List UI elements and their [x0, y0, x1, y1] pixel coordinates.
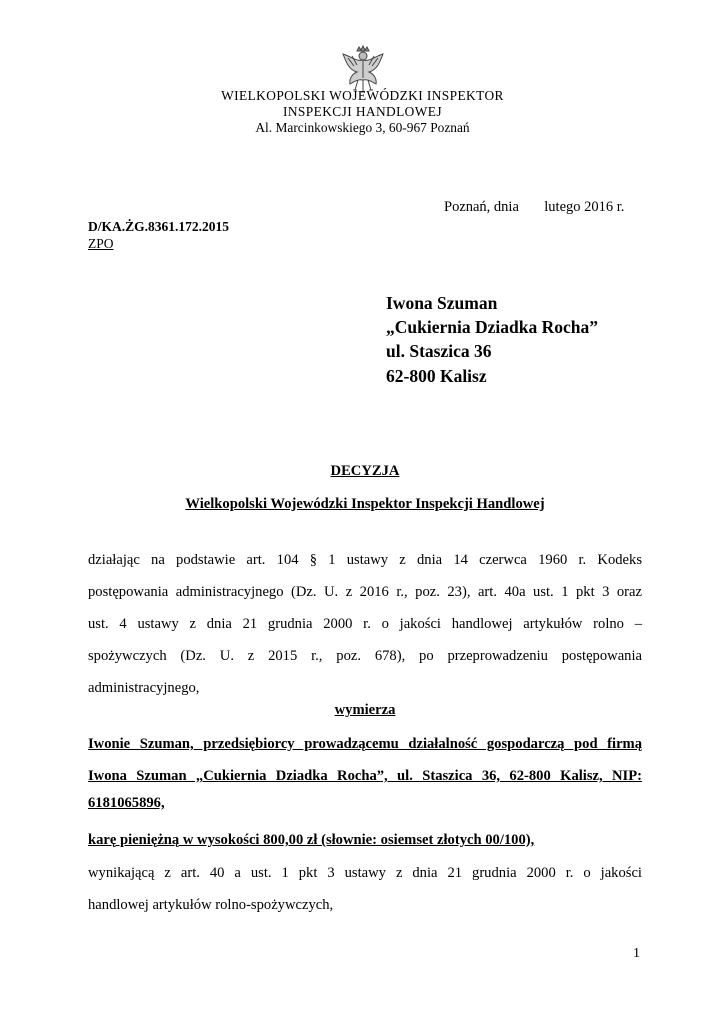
document-title: DECYZJA — [330, 463, 400, 479]
penalty-basis-line: wynikającą z art. 40 a ust. 1 pkt 3 ustawy z dnia 21 grudnia 2000 r. o jakości — [88, 865, 642, 881]
legal-basis-line: administracyjnego, — [88, 680, 200, 696]
party-line: Iwona Szuman „Cukiernia Dziadka Rocha”, ul. Staszica 36, 62-800 Kalisz, NIP: — [88, 768, 642, 784]
case-signature: D/KA.ŻG.8361.172.2015 — [88, 219, 230, 234]
addressee-city: 62-800 Kalisz — [386, 366, 487, 386]
department-code: ZPO — [88, 236, 114, 251]
addressee-business: „Cukiernia Dziadka Rocha” — [386, 317, 598, 337]
legal-basis-line: działając na podstawie art. 104 § 1 ustawy z dnia 14 czerwca 1960 r. Kodeks — [88, 552, 642, 568]
penalty-basis-paragraph — [88, 857, 642, 921]
party-paragraph — [88, 728, 642, 814]
legal-basis-line: postępowania administracyjnego (Dz. U. z 2016 r., poz. 23), art. 40a ust. 1 pkt 3 oraz — [88, 584, 642, 600]
page-number: 1 — [633, 946, 640, 961]
header-authority-line1: WIELKOPOLSKI WOJEWÓDZKI INSPEKTOR — [221, 88, 504, 103]
legal-basis-line: spożywczych (Dz. U. z 2015 r., poz. 678), po przeprowadzeniu postępowania — [88, 648, 642, 664]
header-authority-line2: INSPEKCJI HANDLOWEJ — [283, 104, 442, 119]
addressee-street: ul. Staszica 36 — [386, 341, 492, 361]
penalty-basis-line: handlowej artykułów rolno-spożywczych, — [88, 897, 334, 913]
party-line: 6181065896, — [88, 795, 165, 811]
header-address: Al. Marcinkowskiego 3, 60-967 Poznań — [255, 120, 470, 135]
party-line: Iwonie Szuman, przedsiębiorcy prowadzącemu działalność gospodarczą pod firmą — [88, 736, 642, 752]
issuing-authority: Wielkopolski Wojewódzki Inspektor Inspekcji Handlowej — [185, 496, 545, 512]
addressee-name: Iwona Szuman — [386, 293, 498, 313]
date-line: Poznań, dnia lutego 2016 r. — [444, 199, 625, 215]
penalty-line: karę pieniężną w wysokości 800,00 zł (słownie: osiemset złotych 00/100), — [88, 832, 535, 848]
legal-basis-line: ust. 4 ustawy z dnia 21 grudnia 2000 r. o jakości handlowej artykułów rolno – — [88, 616, 642, 632]
imposes-heading: wymierza — [334, 702, 396, 718]
legal-basis-paragraph — [88, 544, 642, 704]
penalty-paragraph — [88, 824, 642, 856]
